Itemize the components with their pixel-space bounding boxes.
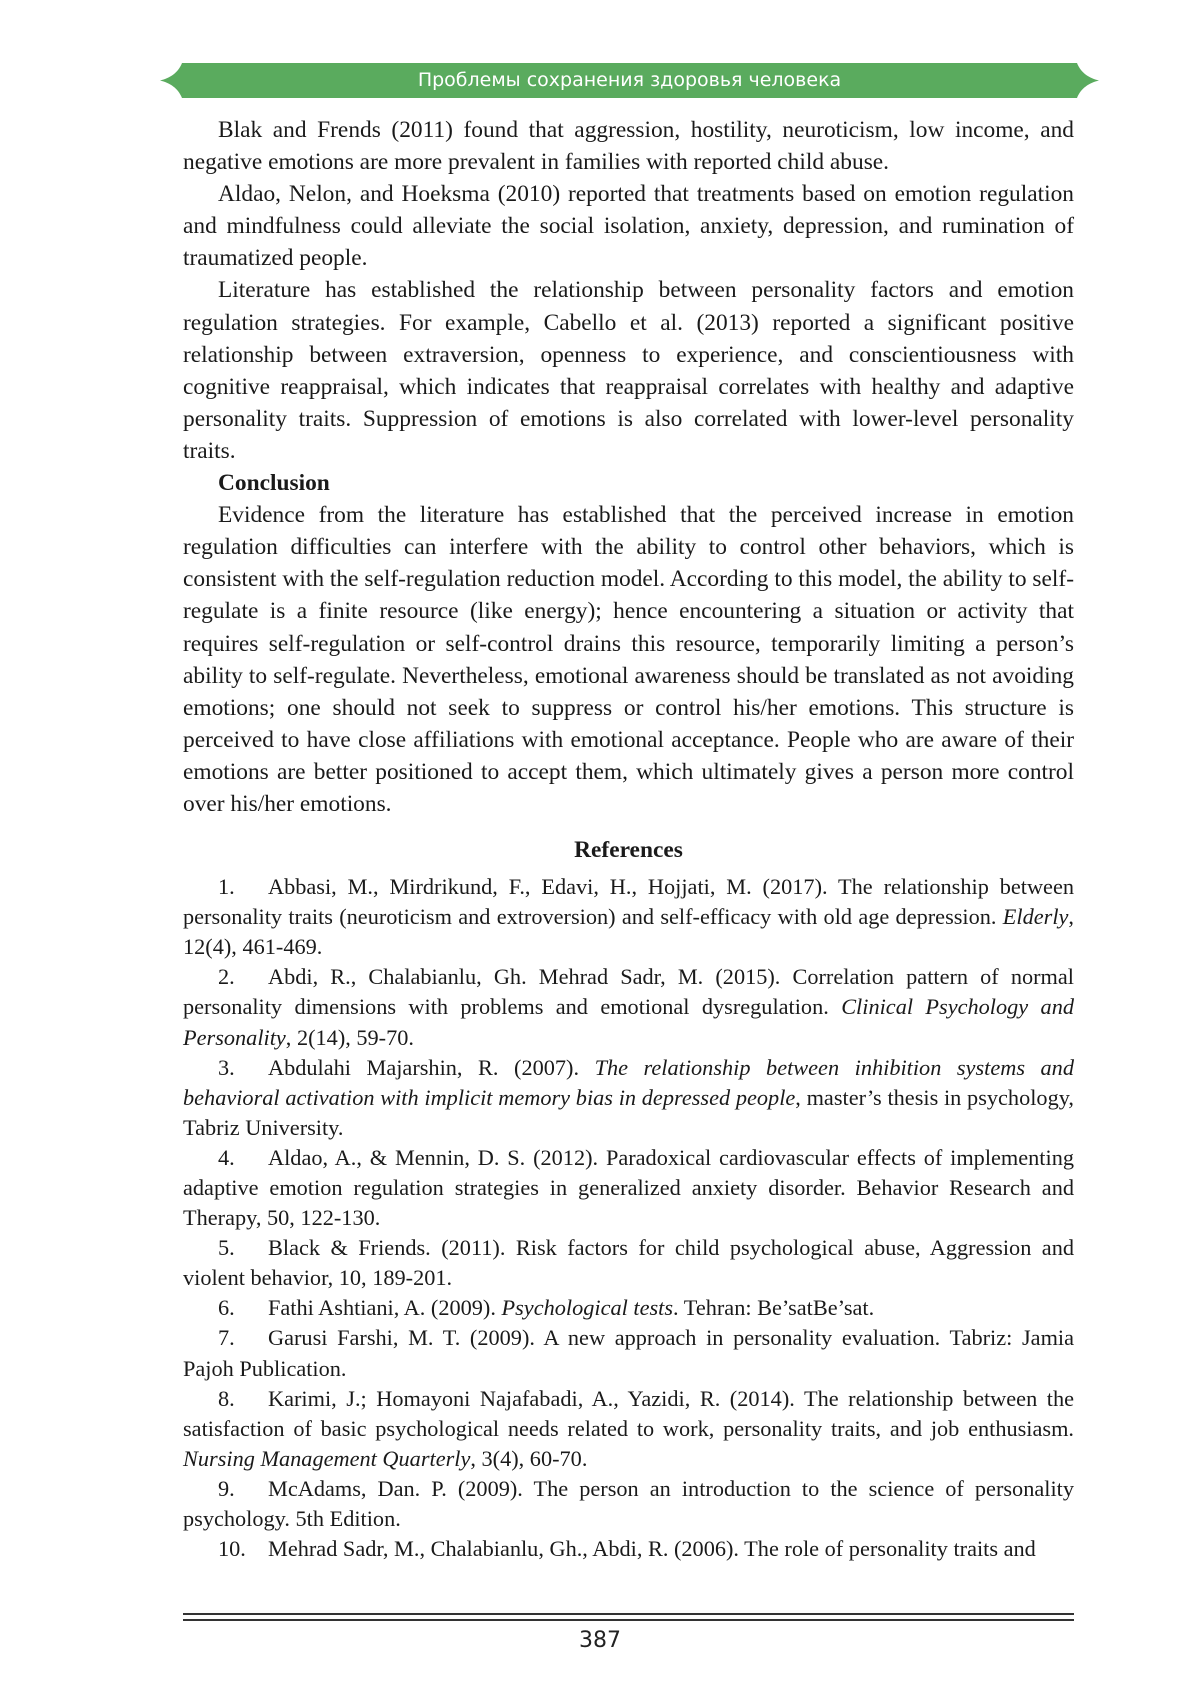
reference-text: Fathi Ashtiani, A. (2009). xyxy=(268,1295,502,1320)
reference-text: Abdi, R., Chalabianlu, Gh. Mehrad Sadr, M. (2015). Correlation pattern of normal personality dimensions with problems and emotional dysregulation. xyxy=(183,964,1074,1019)
reference-text: McAdams, Dan. P. (2009). The person an introduction to the science of personality psychology. 5th Edition. xyxy=(183,1476,1074,1531)
body-paragraph: Literature has established the relationship between personality factors and emotion regulation strategies. For example, Cabello et al. (2013) reported a significant positive relationship between extraversion, openness to experience, and conscientiousness with cognitive reappraisal, which indicates that reappraisal correlates with healthy and adaptive personality traits. Suppression of emotions is also correlated with lower-level personality traits. xyxy=(183,274,1074,467)
reference-italic-title: Clinical Psychology and Personality xyxy=(183,994,1074,1049)
reference-text: Garusi Farshi, M. T. (2009). A new approach in personality evaluation. Tabriz: Jamia Pajoh Publication. xyxy=(183,1325,1074,1380)
reference-item xyxy=(183,1233,1074,1293)
reference-text-end: , 3(4), 60-70. xyxy=(470,1446,587,1471)
page-number: 387 xyxy=(0,1628,1200,1653)
reference-text-end: , master’s thesis in psychology, Tabriz University. xyxy=(183,1085,1074,1140)
conclusion-paragraph: Evidence from the literature has established that the perceived increase in emotion regulation difficulties can interfere with the ability to control other behaviors, which is consistent with the self-regulation reduction model. According to this model, the ability to self-regulate is a finite resource (like energy); hence encountering a situation or activity that requires self-regulation or self-control drains this resource, temporarily limiting a person’s ability to self-regulate. Nevertheless, emotional awareness should be translated as not avoiding emotions; one should not seek to suppress or control his/her emotions. This structure is perceived to have close affiliations with emotional acceptance. People who are aware of their emotions are better positioned to accept them, which ultimately gives a person more control over his/her emotions. xyxy=(183,499,1074,820)
reference-text: Aldao, A., & Mennin, D. S. (2012). Paradoxical cardiovascular effects of implementing adaptive emotion regulation strategies in generalized anxiety disorder. Behavior Research and Therapy, 50, 122-130. xyxy=(183,1145,1074,1230)
reference-number: 3. xyxy=(218,1053,268,1083)
reference-text: Mehrad Sadr, M., Chalabianlu, Gh., Abdi, R. (2006). The role of personality traits and xyxy=(268,1536,1036,1561)
reference-italic-title: Elderly xyxy=(1003,904,1069,929)
reference-text: Karimi, J.; Homayoni Najafabadi, A., Yazidi, R. (2014). The relationship between the satisfaction of basic psychological needs related to work, personality traits, and job enthusiasm. xyxy=(183,1386,1074,1441)
reference-number: 9. xyxy=(218,1474,268,1504)
reference-item xyxy=(183,1384,1074,1474)
reference-item xyxy=(183,962,1074,1052)
reference-item xyxy=(183,872,1074,962)
reference-number: 7. xyxy=(218,1323,268,1353)
references-list xyxy=(183,872,1074,1564)
reference-number: 1. xyxy=(218,872,268,902)
reference-number: 10. xyxy=(218,1534,268,1564)
reference-text-end: , 12(4), 461-469. xyxy=(183,904,1074,959)
header-title: Проблемы сохранения здоровья человека xyxy=(418,69,841,91)
reference-item xyxy=(183,1143,1074,1233)
reference-italic-title: The relationship between inhibition systems and behavioral activation with implicit memory bias in depressed people xyxy=(183,1055,1074,1110)
reference-number: 6. xyxy=(218,1293,268,1323)
reference-item xyxy=(183,1053,1074,1143)
header-ornament-right-icon xyxy=(1077,63,1099,98)
page-content xyxy=(183,114,1074,1564)
reference-italic-title: Nursing Management Quarterly xyxy=(183,1446,470,1471)
conclusion-heading: Conclusion xyxy=(183,467,1074,499)
body-paragraph: Blak and Frends (2011) found that aggression, hostility, neuroticism, low income, and negative emotions are more prevalent in families with reported child abuse. xyxy=(183,114,1074,178)
reference-number: 5. xyxy=(218,1233,268,1263)
header-ornament-left-icon xyxy=(160,63,182,98)
reference-text: Black & Friends. (2011). Risk factors for child psychological abuse, Aggression and violent behavior, 10, 189-201. xyxy=(183,1235,1074,1290)
reference-text-end: . Tehran: Be’satBe’sat. xyxy=(673,1295,874,1320)
body-paragraph: Aldao, Nelon, and Hoeksma (2010) reported that treatments based on emotion regulation and mindfulness could alleviate the social isolation, anxiety, depression, and rumination of traumatized people. xyxy=(183,178,1074,274)
reference-item xyxy=(183,1474,1074,1534)
footer-rule-top xyxy=(183,1613,1074,1615)
reference-text: Abdulahi Majarshin, R. (2007). xyxy=(268,1055,595,1080)
reference-number: 2. xyxy=(218,962,268,992)
references-heading: References xyxy=(183,820,1074,872)
reference-item xyxy=(183,1323,1074,1383)
reference-text-end: , 2(14), 59-70. xyxy=(286,1025,414,1050)
reference-item xyxy=(183,1534,1074,1564)
reference-number: 4. xyxy=(218,1143,268,1173)
footer-rule-bottom xyxy=(183,1619,1074,1621)
reference-number: 8. xyxy=(218,1384,268,1414)
reference-item xyxy=(183,1293,1074,1323)
running-header xyxy=(182,63,1077,98)
reference-italic-title: Psychological tests xyxy=(502,1295,674,1320)
reference-text: Abbasi, M., Mirdrikund, F., Edavi, H., Hojjati, M. (2017). The relationship between personality traits (neuroticism and extroversion) and self-efficacy with old age depression. xyxy=(183,874,1074,929)
